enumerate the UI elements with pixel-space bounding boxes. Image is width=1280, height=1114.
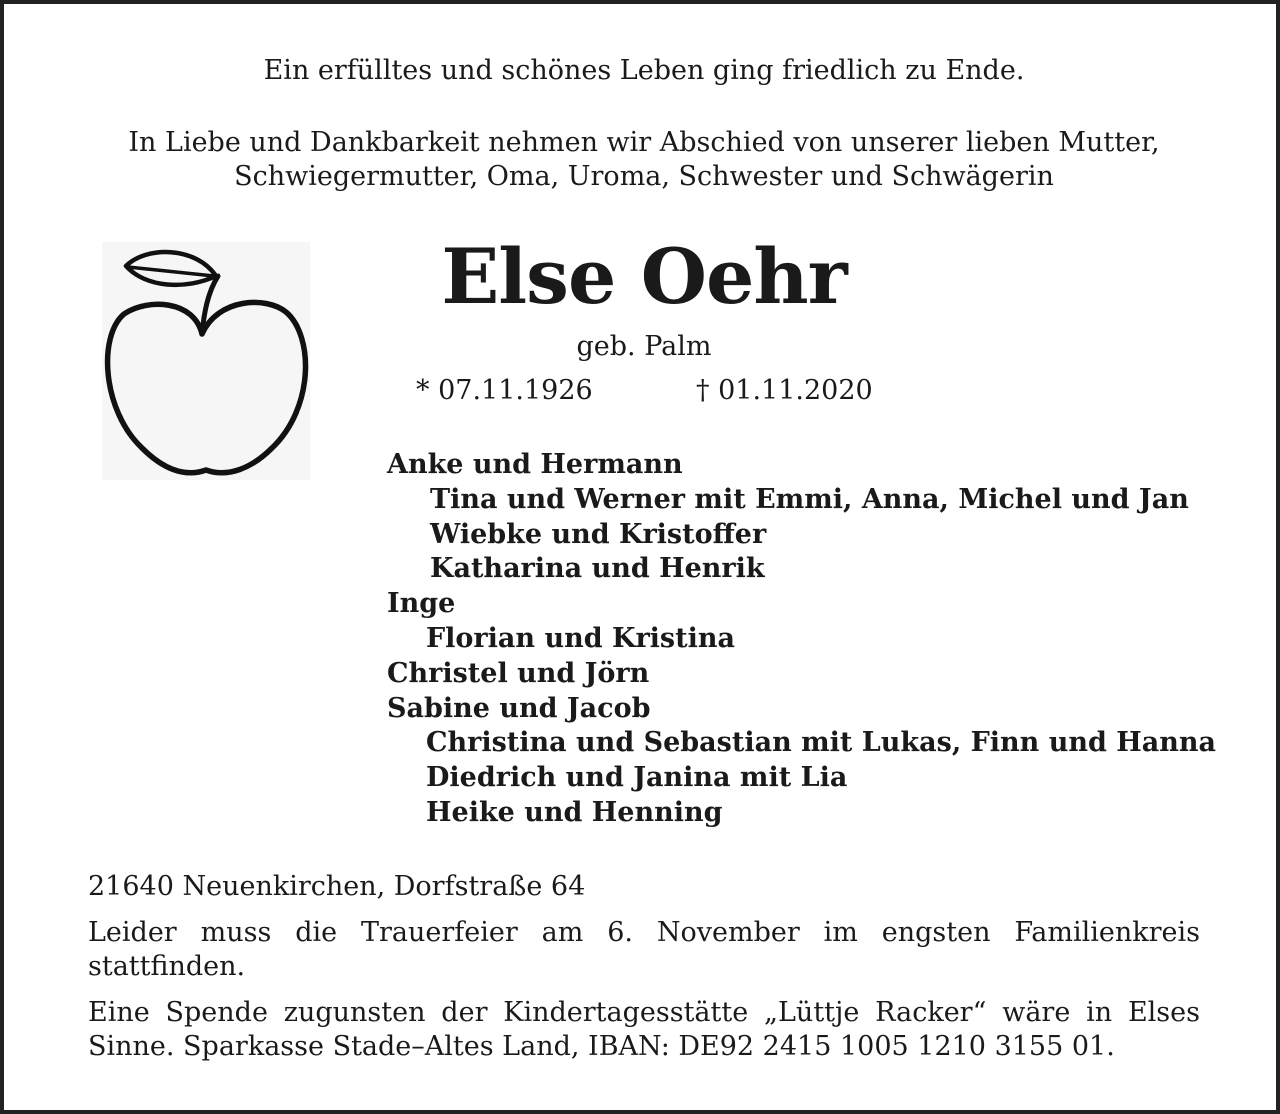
family-line: Tina und Werner mit Emmi, Anna, Michel und Jan [430, 483, 1189, 515]
family-line: Anke und Hermann [387, 449, 683, 480]
dedication-line: Schwiegermutter, Oma, Uroma, Schwester und Schwägerin [234, 161, 1054, 192]
family-line: Diedrich und Janina mit Lia [426, 762, 848, 794]
funeral-notice-text: Leider muss die Trauerfeier am 6. November im engsten Familienkreis stattfinden. [88, 917, 1200, 982]
family-line: Katharina und Henrik [430, 553, 765, 585]
intro-text: Ein erfülltes und schönes Leben ging friedlich zu Ende. [263, 55, 1025, 86]
deceased-name: Else Oehr [441, 232, 847, 321]
donation-text: Eine Spende zugunsten der Kindertagesstätte „Lüttje Racker“ wäre in Elses Sinne. Sparkasse Stade–Altes Land, IBAN: DE92 2415 1005 1210 3155 01. [88, 997, 1200, 1062]
apple-icon [102, 242, 310, 480]
family-line: Christel und Jörn [387, 657, 650, 689]
family-line: Wiebke und Kristoffer [430, 518, 767, 550]
family-list [387, 448, 1216, 831]
maiden-name: geb. Palm [576, 331, 712, 362]
family-line: Sabine und Jacob [387, 692, 651, 724]
dedication-line: In Liebe und Dankbarkeit nehmen wir Abschied von unserer lieben Mutter, [128, 127, 1160, 158]
family-line: Inge [387, 588, 456, 620]
dedication-text [4, 126, 1280, 194]
birth-date: * 07.11.1926 [416, 375, 593, 406]
family-line: Christina und Sebastian mit Lukas, Finn und Hanna [426, 727, 1217, 759]
family-line: Heike und Henning [426, 796, 723, 828]
death-date: † 01.11.2020 [696, 375, 873, 406]
address-text: 21640 Neuenkirchen, Dorfstraße 64 [88, 871, 586, 902]
family-line: Florian und Kristina [426, 622, 735, 654]
